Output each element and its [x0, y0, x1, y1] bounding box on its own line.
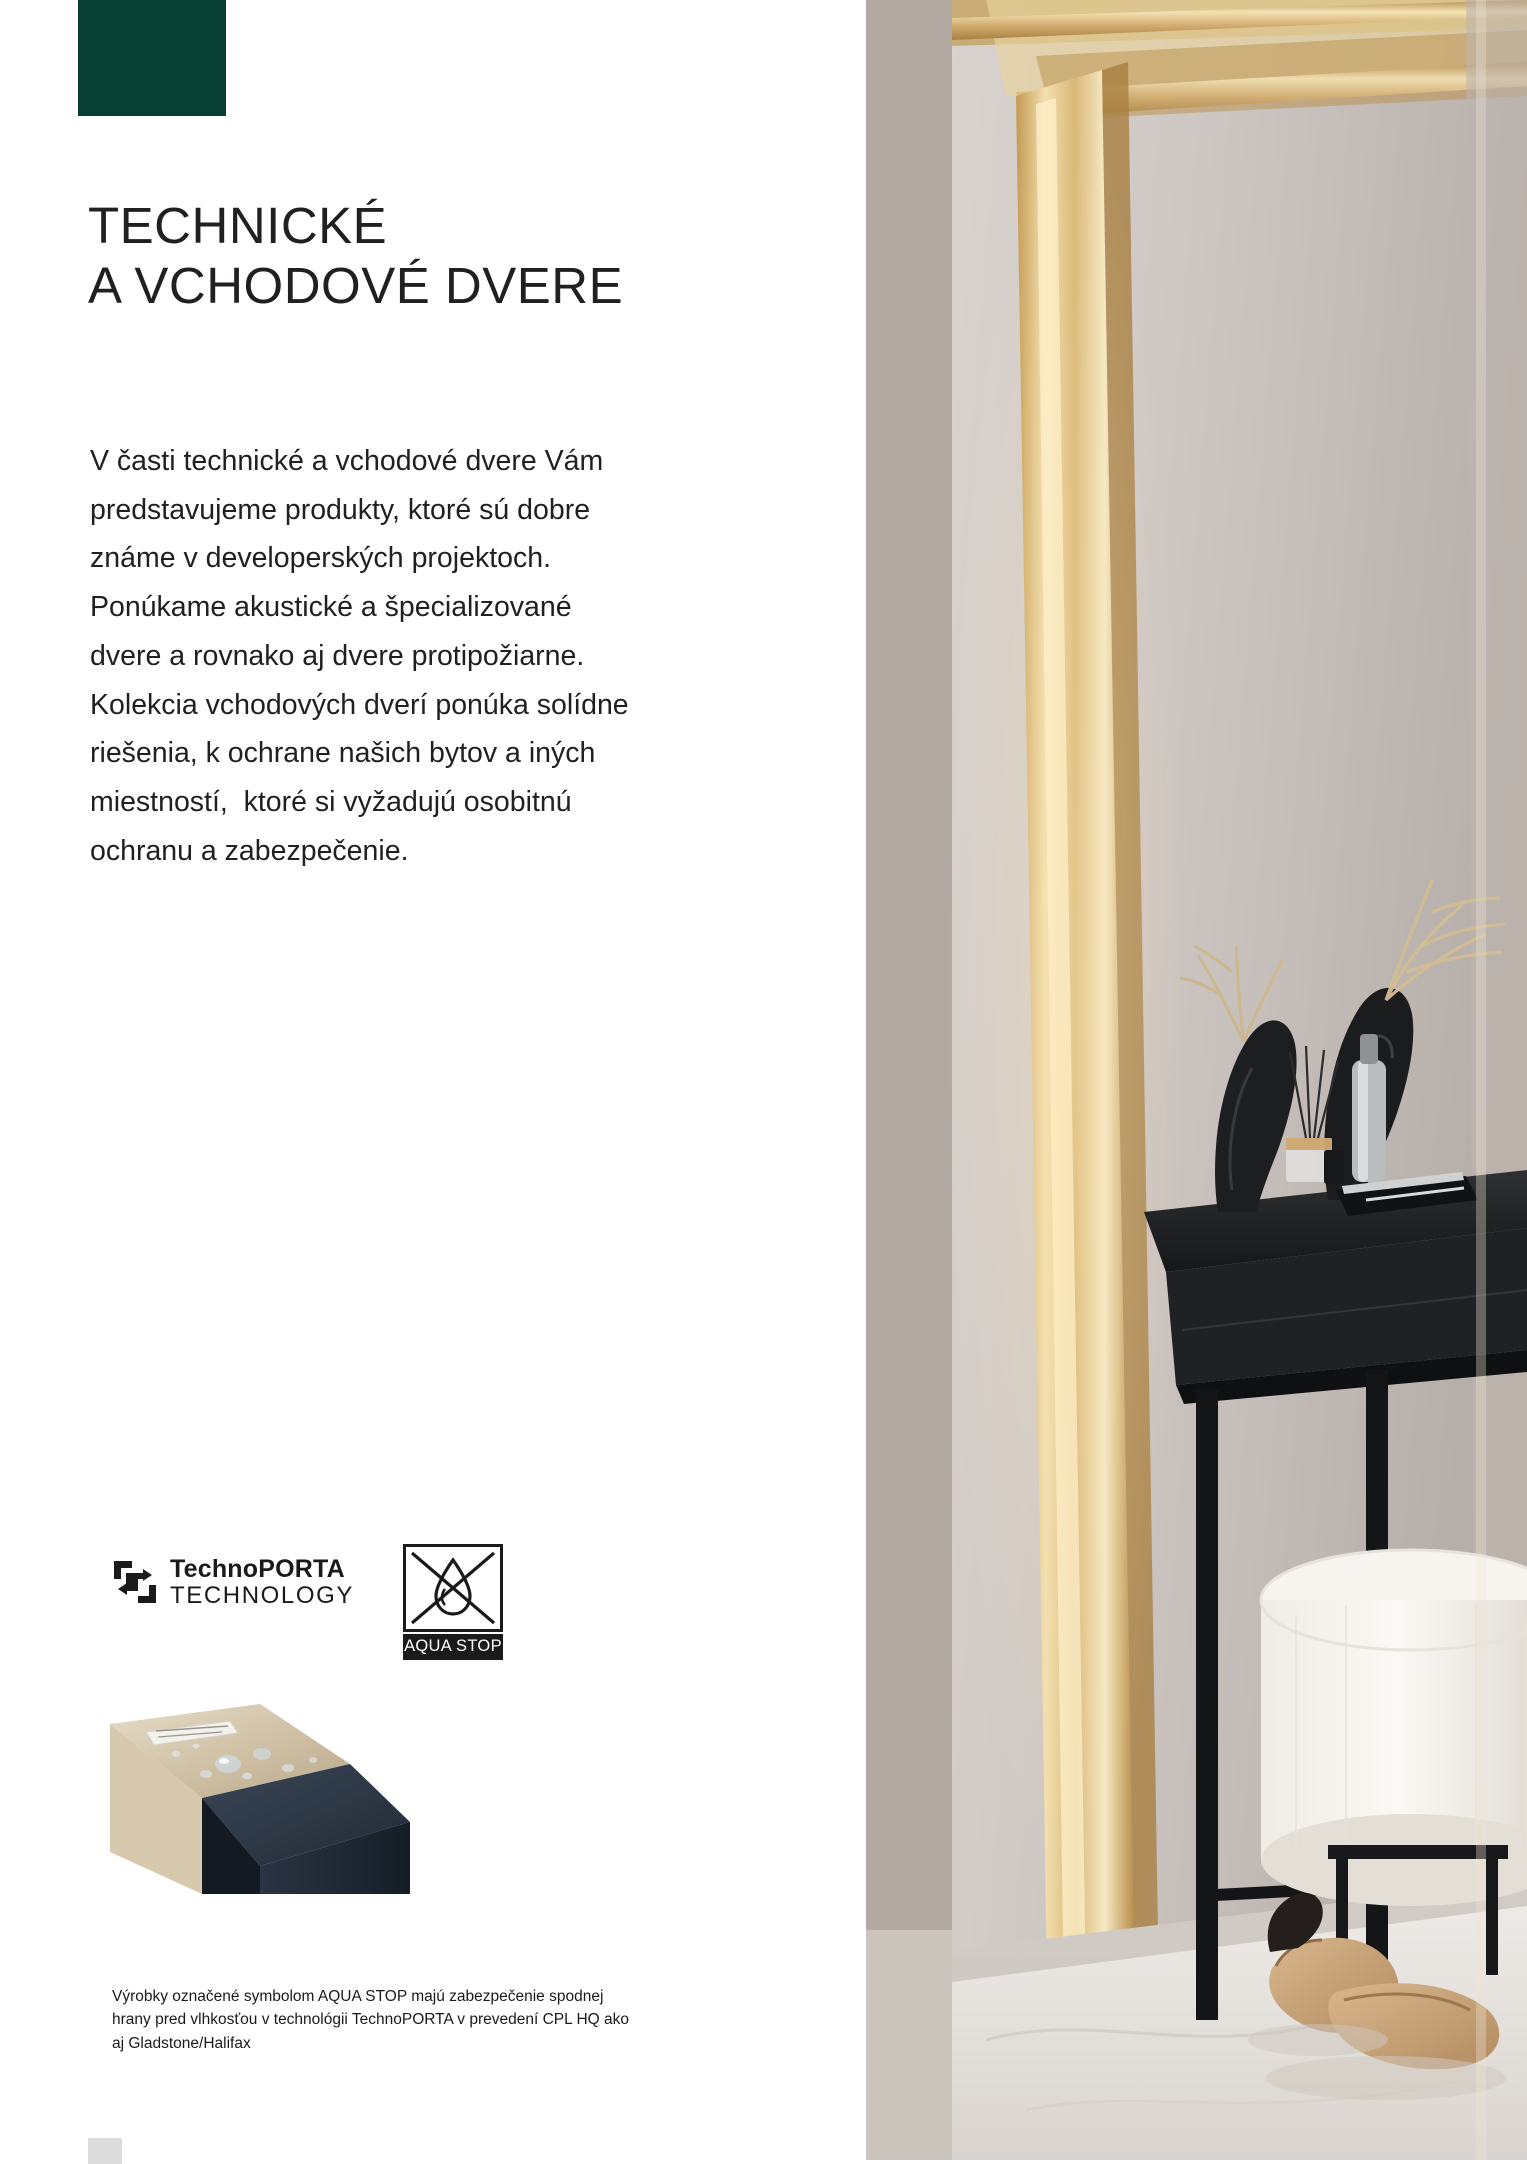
technoporta-subtitle: TECHNOLOGY: [170, 1581, 355, 1609]
intro-line-7: riešenia, k ochrane našich bytov a iných: [90, 737, 596, 770]
no-water-droplet-icon: [403, 1544, 503, 1632]
intro-line-3: známe v developerských projektoch.: [90, 542, 551, 575]
intro-line-1: V časti technické a vchodové dvere Vám: [90, 445, 604, 477]
photo-caption: [112, 1985, 712, 2055]
intro-line-4: Ponúkame akustické a špecializované: [90, 591, 572, 624]
aqua-stop-label: AQUA STOP: [403, 1634, 503, 1660]
intro-line-9: ochranu a zabezpečenie.: [90, 834, 409, 867]
intro-line-2: predstavujeme produkty, ktoré sú dobre: [90, 493, 591, 526]
door-edge-photo: [110, 1702, 430, 1894]
accent-green-block: [78, 0, 226, 116]
intro-paragraph: [90, 437, 730, 876]
page-title-line-1: TECHNICKÉ: [88, 197, 388, 255]
intro-line-8: miestností, ktoré si vyžadujú osobitnú: [90, 786, 572, 819]
caption-line-1: Výrobky označené symbolom AQUA STOP majú zabezpečenie spodnej: [112, 1988, 604, 2005]
caption-line-3: aj Gladstone/Halifax: [112, 2034, 251, 2052]
page-title: [88, 196, 788, 316]
intro-line-5: dvere a rovnako aj dvere protipožiarne.: [90, 639, 585, 672]
intro-line-6: Kolekcia vchodových dverí ponúka solídne: [90, 688, 629, 721]
caption-line-2: hrany pred vlhkosťou v technológii TechnoPORTA v prevedení CPL HQ ako: [112, 2011, 630, 2029]
technoporta-logo: [112, 1556, 354, 1608]
page-corner-marker: [88, 2138, 122, 2164]
technoporta-mark-icon: [112, 1559, 158, 1605]
aqua-stop-logo: [403, 1544, 509, 1660]
technoporta-name: TechnoPORTA: [170, 1555, 345, 1583]
interior-photo: [866, 0, 1527, 2160]
technoporta-wordmark: [170, 1556, 354, 1608]
page-title-line-2: A VCHODOVÉ DVERE: [88, 257, 624, 315]
